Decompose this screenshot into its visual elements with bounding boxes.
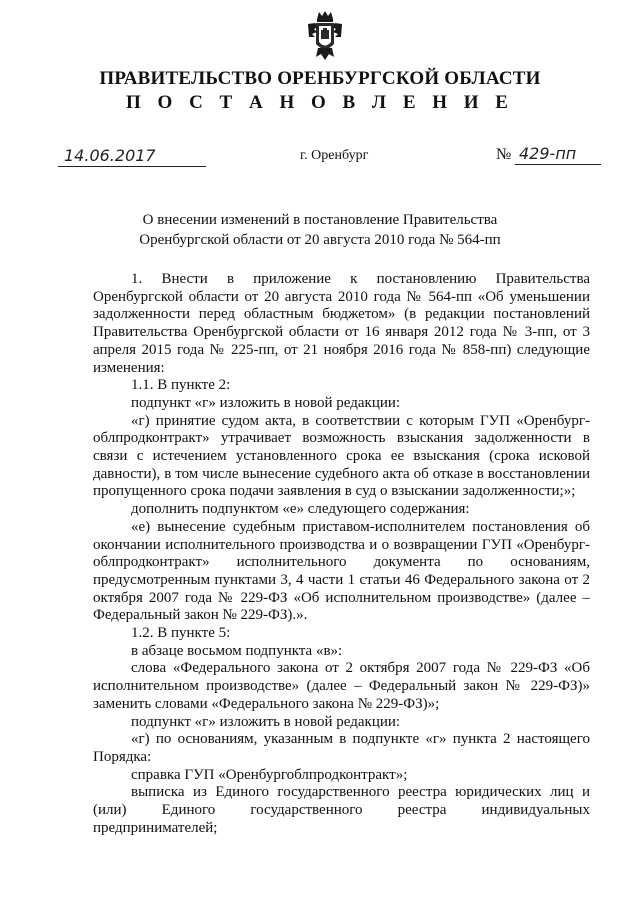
paragraph: «е) вынесение судебным приставом-исполнителем постановления об окончании исполнительного производства и о возвращении ГУП «Оренбург-облпродконтракт» исполнительного документа по основаниям, предусмотренным пунктами 3, 4 части 1 статьи 46 Федерального закона от 2 октября 2007 года № 229-ФЗ «Об исполнительном производстве» (далее – Федеральный закон № 229-ФЗ).». (93, 518, 590, 624)
organization-title: ПРАВИТЕЛЬСТВО ОРЕНБУРГСКОЙ ОБЛАСТИ (99, 68, 541, 89)
paragraph: в абзаце восьмом подпункта «в»: (131, 642, 343, 659)
number-label: № (496, 146, 512, 163)
paragraph: слова «Федерального закона от 2 октября 2007 года № 229-ФЗ «Об исполнительном производстве» (далее – Федеральный закон № 229-ФЗ)» заменить словами «Федерального закона № 229-ФЗ)»; (93, 660, 590, 712)
paragraph: 1. Внести в приложение к постановлению Правительства Оренбургской области от 20 августа 2010 года № 564-пп «Об уменьшении задолженности перед областным бюджетом» (в редакции постановлений Правительства Оренбургской области от 16 января 2012 года № 3-пп, от 3 апреля 2015 года № 225-пп, от 21 ноября 2016 года № 858-пп) следующие изменения: (93, 271, 590, 376)
paragraph: дополнить подпунктом «е» следующего содержания: (131, 501, 470, 518)
paragraph: 1.2. В пункте 5: (131, 625, 231, 642)
paragraph: подпункт «г» изложить в новой редакции: (131, 713, 401, 730)
document-type: П О С Т А Н О В Л Е Н И Е (126, 92, 514, 113)
subject-line: Оренбургской области от 20 августа 2010 года № 564-пп (139, 232, 501, 248)
document-body (93, 271, 590, 838)
paragraph: подпункт «г» изложить в новой редакции: (131, 394, 401, 411)
subject-line: О внесении изменений в постановление Правительства (142, 212, 498, 228)
paragraph: «г) по основаниям, указанным в подпункте «г» пункта 2 настоящего Порядка: (93, 731, 590, 765)
document-date: 14.06.2017 (58, 146, 206, 167)
coat-of-arms-icon (306, 10, 344, 62)
document-subject (100, 210, 540, 250)
paragraph: 1.1. В пункте 2: (131, 377, 231, 394)
document-city: г. Оренбург (300, 148, 369, 163)
document-number: 429-пп (515, 144, 601, 165)
paragraph: справка ГУП «Оренбургоблпродконтракт»; (131, 766, 408, 783)
paragraph: выписка из Единого государственного реестра юридических лиц и (или) Единого государственного реестра индивидуальных предпринимателей; (93, 784, 590, 836)
paragraph: «г) принятие судом акта, в соответствии с которым ГУП «Оренбург-облпродконтракт» утрачивает возможность взыскания задолженности в связи с истечением установленного срока ее взыскания (срока исковой давности), в том числе вынесение судебного акта об отказе в восстановлении пропущенного срока подачи заявления в суд о взыскании задолженности;»; (93, 412, 590, 500)
